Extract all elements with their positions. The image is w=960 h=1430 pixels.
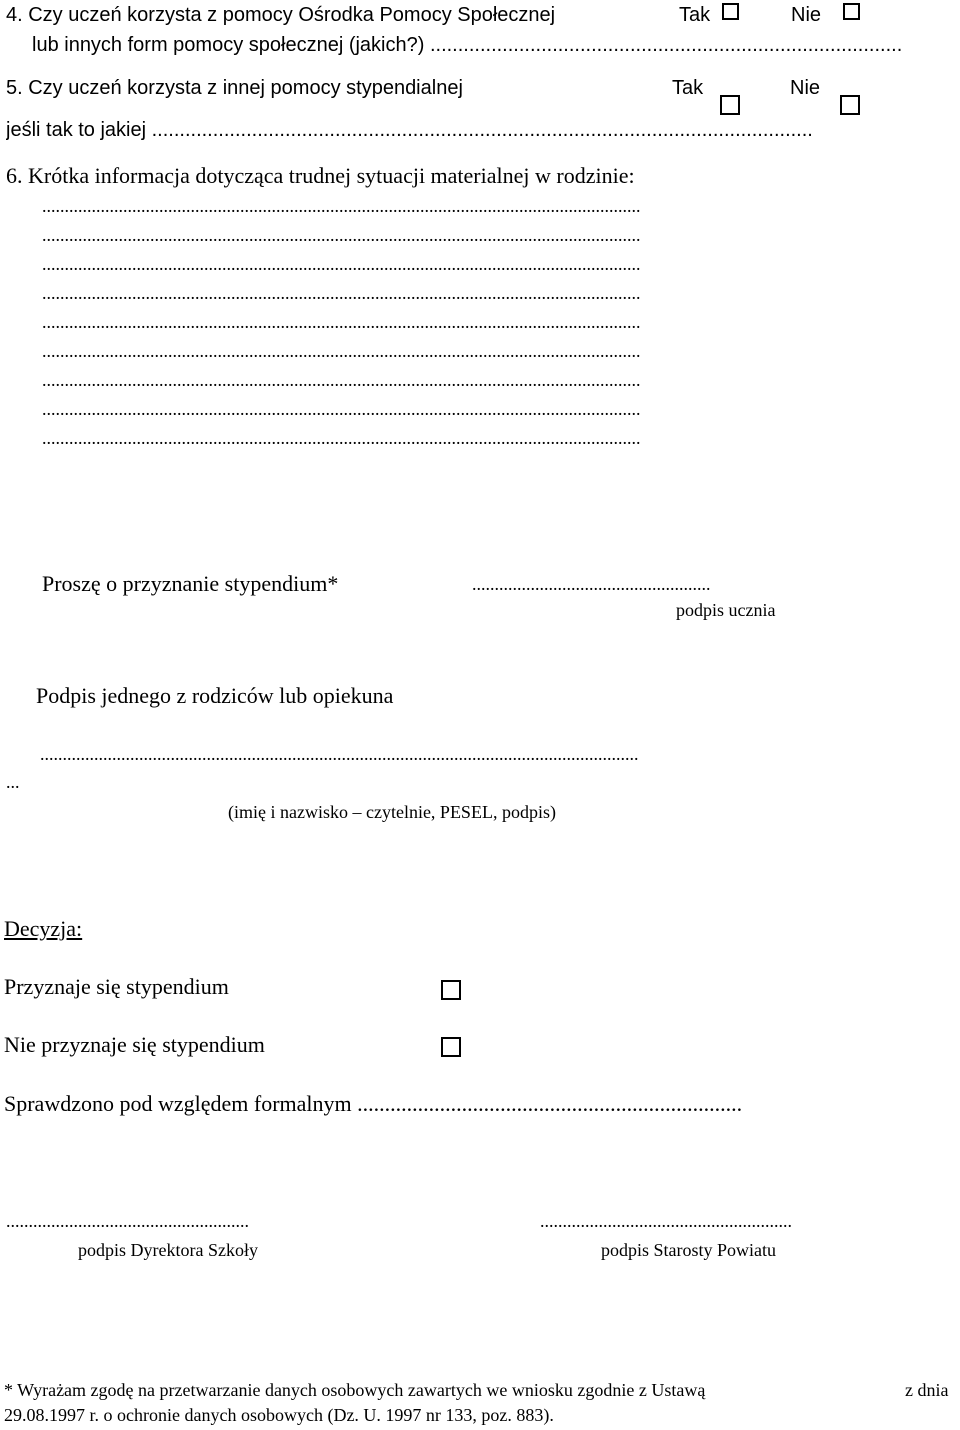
footnote-line-1: * Wyrażam zgodę na przetwarzanie danych osobowych zawartych we wniosku zgodnie z Ustawą — [4, 1380, 706, 1400]
parent-label: Podpis jednego z rodziców lub opiekuna — [36, 683, 394, 708]
footnote-line-1-end: z dnia — [905, 1380, 949, 1400]
deny-checkbox[interactable] — [441, 1037, 461, 1057]
student-signature-caption: podpis ucznia — [676, 600, 776, 620]
starosta-signature-line: ........................................................ — [540, 1211, 792, 1231]
q6-line-7: ..................................................................................................................................... — [42, 370, 641, 390]
director-signature-caption: podpis Dyrektora Szkoły — [78, 1240, 258, 1260]
q5-no-label: Nie — [790, 77, 821, 99]
q6-line-2: ..................................................................................................................................... — [42, 225, 641, 245]
q5-yes-label: Tak — [672, 77, 704, 99]
q6-line-8: ..................................................................................................................................... — [42, 399, 641, 419]
grant-checkbox[interactable] — [441, 980, 461, 1000]
deny-label: Nie przyznaje się stypendium — [4, 1032, 265, 1057]
parent-signature-caption: (imię i nazwisko – czytelnie, PESEL, podpis) — [228, 802, 556, 822]
q6-line-4: ..................................................................................................................................... — [42, 283, 641, 303]
q4-no-label: Nie — [791, 4, 822, 26]
q5-no-checkbox[interactable] — [840, 95, 860, 115]
q4-no-checkbox[interactable] — [843, 3, 860, 20]
q4-yes-checkbox[interactable] — [722, 3, 739, 20]
q5-yes-checkbox[interactable] — [720, 95, 740, 115]
q4-details-line: lub innych form pomocy społecznej (jakich?) ..................................................................................... — [32, 34, 903, 56]
q6-line-9: ..................................................................................................................................... — [42, 428, 641, 448]
q6-line-1: ..................................................................................................................................... — [42, 196, 641, 216]
parent-signature-line-cont: ... — [6, 772, 20, 792]
grant-label: Przyznaje się stypendium — [4, 974, 229, 999]
q4-text: 4. Czy uczeń korzysta z pomocy Ośrodka Pomocy Społecznej — [6, 4, 556, 26]
student-signature-line: ..................................................... — [472, 574, 711, 594]
starosta-signature-caption: podpis Starosty Powiatu — [601, 1240, 777, 1260]
q5-text: 5. Czy uczeń korzysta z innej pomocy stypendialnej — [6, 77, 463, 99]
q6-line-5: ..................................................................................................................................... — [42, 312, 641, 332]
q6-line-3: ..................................................................................................................................... — [42, 254, 641, 274]
director-signature-line: ...................................................... — [6, 1211, 249, 1231]
decision-title: Decyzja: — [4, 916, 83, 941]
q4-yes-label: Tak — [679, 4, 711, 26]
footnote-line-2: 29.08.1997 r. o ochronie danych osobowych (Dz. U. 1997 nr 133, poz. 883). — [4, 1405, 554, 1425]
q6-line-6: ..................................................................................................................................... — [42, 341, 641, 361]
formal-check-line: Sprawdzono pod względem formalnym ...................................................................... — [4, 1091, 743, 1116]
q5-details-line: jeśli tak to jakiej ....................................................................................................................... — [6, 119, 813, 141]
parent-signature-line: ..................................................................................................................................... — [40, 744, 639, 764]
q6-label: 6. Krótka informacja dotycząca trudnej sytuacji materialnej w rodzinie: — [6, 163, 635, 188]
request-label: Proszę o przyznanie stypendium* — [42, 571, 339, 596]
